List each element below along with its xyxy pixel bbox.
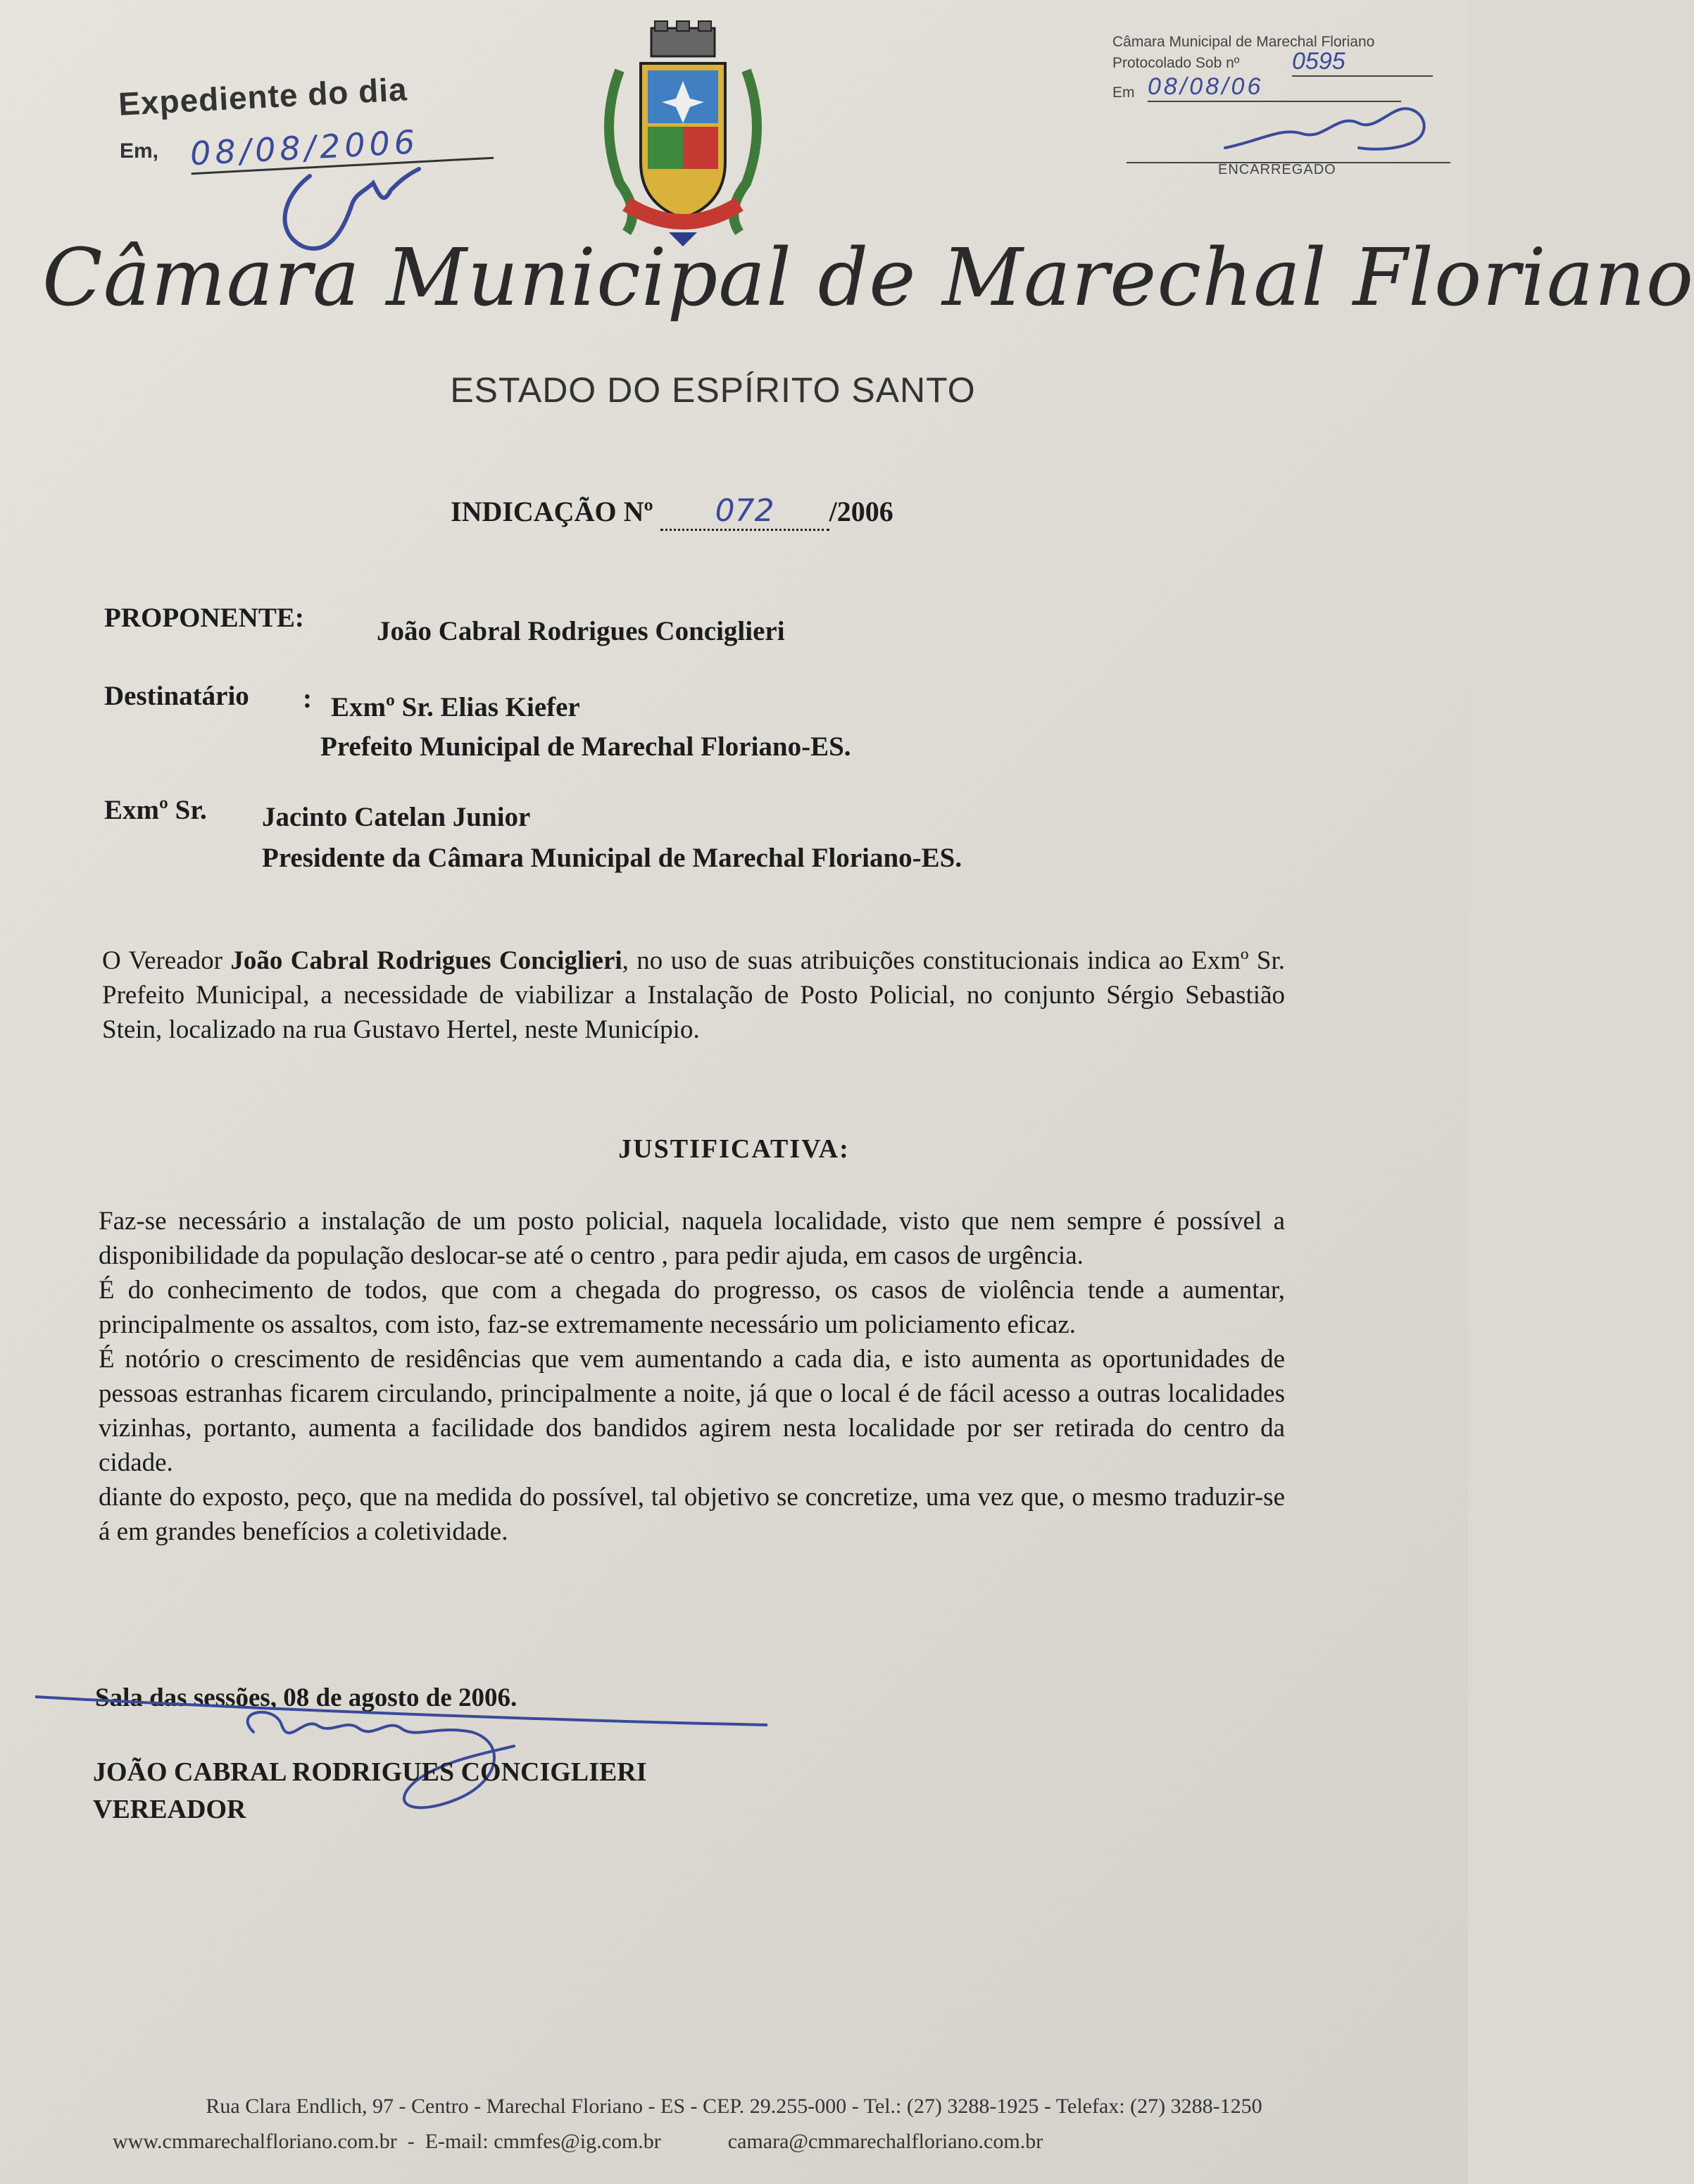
protocolo-label: Protocolado Sob nº	[1112, 55, 1240, 71]
intro-text	[102, 943, 1285, 1047]
expediente-title: Expediente do dia	[117, 70, 408, 123]
justificativa-title: JUSTIFICATIVA:	[618, 1134, 850, 1164]
justificativa-paragraph-2: É do conhecimento de todos, que com a chegada do progresso, os casos de violência tende a aumentar, principalmente os assaltos, com isto, faz-se extremamente necessário um policiamento eficaz.	[99, 1276, 1285, 1339]
protocolo-signature-icon	[1218, 99, 1443, 162]
indicacao-number: 072	[660, 493, 829, 531]
justificativa-paragraph-1: Faz-se necessário a instalação de um posto policial, naquela localidade, visto que nem sempre é possível a disponibilidade da população deslocar-se até o centro , para pedir ajuda, em casos de urgência.	[99, 1207, 1285, 1270]
protocolo-stamp	[1105, 28, 1457, 177]
protocolo-encarregado: ENCARREGADO	[1218, 162, 1336, 177]
footer-email-2[interactable]: camara@cmmarechalfloriano.com.br	[727, 2130, 1043, 2153]
intro-paragraph	[102, 943, 1285, 1047]
justificativa-body	[99, 1204, 1285, 1549]
footer-contacts: www.cmmarechalfloriano.com.br - E-mail: cmmfes@ig.com.br camara@cmmarechalfloriano.com.br	[113, 2130, 1043, 2153]
protocolo-number: 0595	[1292, 48, 1433, 77]
coat-of-arms-icon	[584, 21, 782, 253]
vereador-role: VEREADOR	[93, 1795, 246, 1824]
proponente-name: João Cabral Rodrigues Conciglieri	[377, 616, 785, 646]
intro-prefix: O Vereador	[102, 946, 231, 975]
vereador-name: JOÃO CABRAL RODRIGUES CONCIGLIERI	[93, 1757, 647, 1787]
justificativa-paragraph-4: diante do exposto, peço, que na medida do possível, tal objetivo se concretize, uma vez que, o mesmo traduzir-se á em grandes benefícios a coletividade.	[99, 1483, 1285, 1546]
exmo-label: Exmº Sr.	[104, 795, 207, 825]
destinatario-label: Destinatário	[104, 681, 249, 711]
indicacao-year: /2006	[829, 496, 893, 527]
exmo-name: Jacinto Catelan Junior	[262, 802, 531, 832]
intro-body: , no uso de suas atribuições constitucionais indica ao Exmº Sr. Prefeito Municipal, a necessidade de viabilizar a Instalação de Posto Policial, no conjunto Sérgio Sebastião Stein, localizado na rua Gustavo Hertel, neste Município.	[102, 946, 1285, 1044]
footer-website[interactable]: www.cmmarechalfloriano.com.br	[113, 2130, 397, 2153]
indicacao-line	[451, 493, 893, 531]
intro-name: João Cabral Rodrigues Conciglieri	[230, 946, 622, 975]
exmo-role: Presidente da Câmara Municipal de Marechal Floriano-ES.	[262, 843, 962, 873]
protocolo-em-label: Em	[1112, 84, 1135, 101]
letterhead-title: Câmara Municipal de Marechal Floriano	[42, 232, 1694, 324]
footer-email-label: E-mail:	[425, 2130, 489, 2153]
destinatario-name: Exmº Sr. Elias Kiefer	[331, 692, 580, 722]
protocolo-date: 08/08/06	[1148, 73, 1401, 102]
footer-email-1[interactable]: cmmfes@ig.com.br	[494, 2130, 661, 2153]
letterhead-subtitle: ESTADO DO ESPÍRITO SANTO	[450, 370, 976, 410]
footer-address: Rua Clara Endlich, 97 - Centro - Marechal Floriano - ES - CEP. 29.255-000 - Tel.: (27) 3288-1925 - Telefax: (27) 3288-1250	[206, 2095, 1262, 2118]
closing-line: Sala das sessões, 08 de agosto de 2006.	[95, 1683, 517, 1712]
destinatario-role: Prefeito Municipal de Marechal Floriano-ES.	[320, 732, 851, 762]
expediente-em-label: Em,	[120, 139, 159, 163]
expediente-date: 08/08/2006	[189, 119, 494, 175]
proponente-label: PROPONENTE:	[104, 603, 304, 633]
justificativa-paragraph-3: É notório o crescimento de residências que vem aumentando a cada dia, e isto aumenta as oportunidades de pessoas estranhas ficarem circulando, principalmente a noite, já que o local é de fácil acesso a outras localidades vizinhas, portanto, aumenta a facilidade dos bandidos agirem nesta localidade por ser retirada do centro da cidade.	[99, 1345, 1285, 1477]
destinatario-colon: :	[303, 684, 312, 714]
indicacao-label: INDICAÇÃO Nº	[451, 496, 653, 527]
protocolo-header: Câmara Municipal de Marechal Floriano	[1112, 34, 1375, 50]
